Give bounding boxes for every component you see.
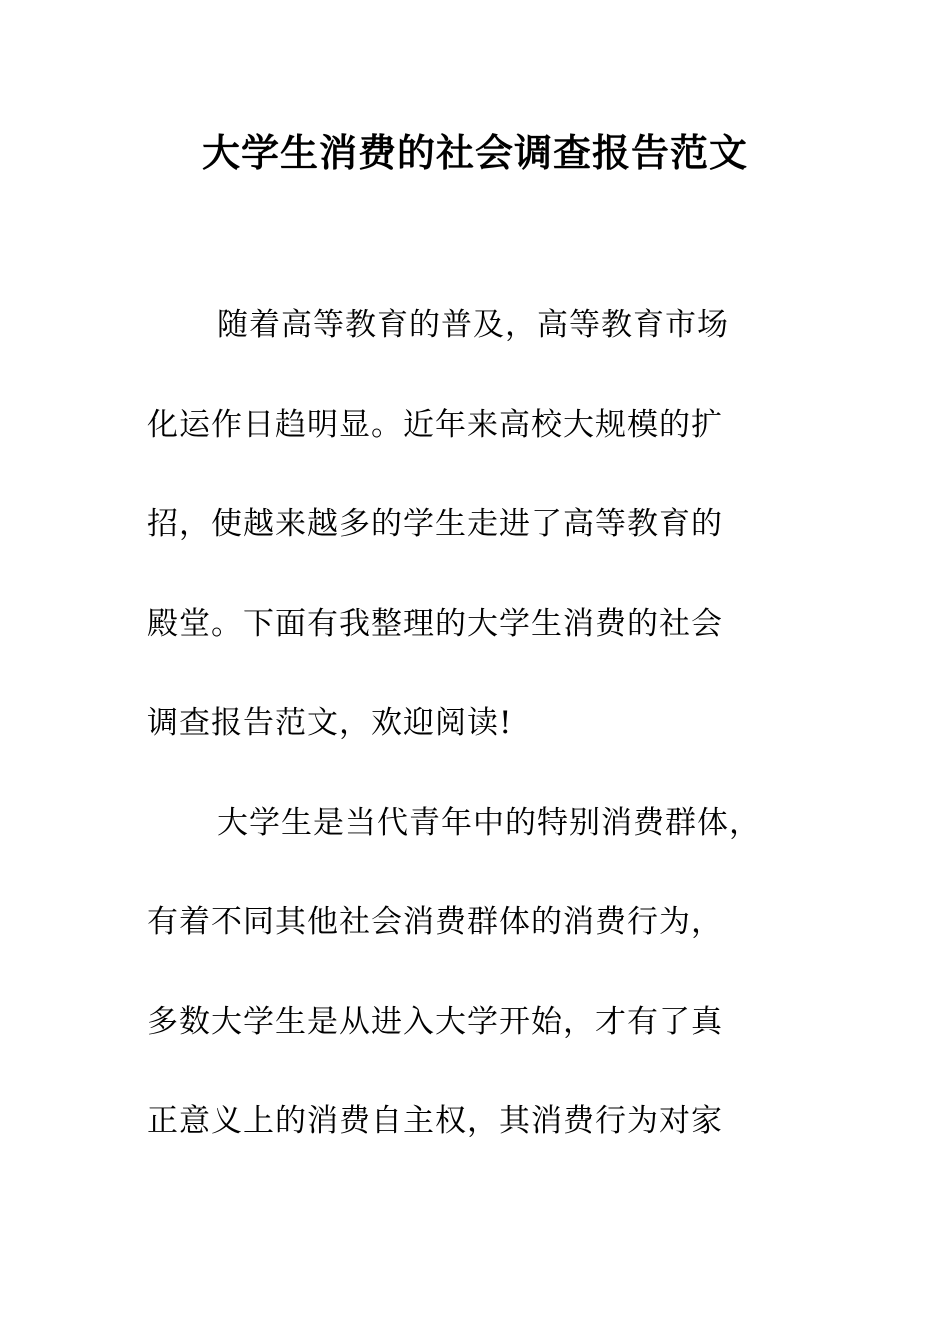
paragraph-2-line-4: 正意义上的消费自主权，其消费行为对家 xyxy=(147,1103,723,1139)
paragraph-1-line-3: 招，使越来越多的学生走进了高等教育的 xyxy=(147,506,723,542)
paragraph-2-line-3: 多数大学生是从进入大学开始，才有了真 xyxy=(147,1004,723,1040)
document-title: 大学生消费的社会调查报告范文 xyxy=(201,130,748,175)
paragraph-1-line-5: 调查报告范文，欢迎阅读! xyxy=(147,705,513,741)
paragraph-2-line-1: 大学生是当代青年中的特别消费群体， xyxy=(217,805,761,841)
paragraph-2-line-2: 有着不同其他社会消费群体的消费行为， xyxy=(147,904,723,940)
paragraph-1-line-2: 化运作日趋明显。近年来高校大规模的扩 xyxy=(147,407,723,443)
paragraph-1-line-1: 随着高等教育的普及，高等教育市场 xyxy=(217,307,729,343)
paragraph-1-line-4: 殿堂。下面有我整理的大学生消费的社会 xyxy=(147,606,723,642)
